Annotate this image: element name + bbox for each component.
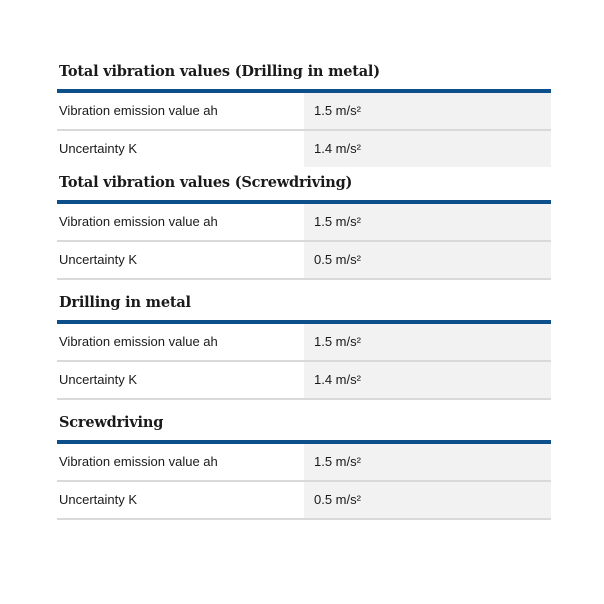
table-row — [57, 362, 551, 400]
table-row — [57, 204, 551, 242]
row-value: 1.4 m/s² — [304, 362, 551, 398]
table-row — [57, 93, 551, 131]
row-value: 1.5 m/s² — [304, 324, 551, 360]
table-row — [57, 131, 551, 167]
spec-section-drilling-total — [57, 62, 551, 167]
row-value: 1.4 m/s² — [304, 131, 551, 167]
table-row — [57, 482, 551, 520]
row-value: 0.5 m/s² — [304, 482, 551, 518]
row-label: Uncertainty K — [57, 362, 304, 398]
row-label: Uncertainty K — [57, 131, 304, 167]
section-title: Total vibration values (Drilling in metal) — [59, 63, 380, 80]
spec-section-screwdriving-total — [57, 173, 551, 280]
row-label: Vibration emission value ah — [57, 444, 304, 480]
table-row — [57, 324, 551, 362]
spec-section-screwdriving — [57, 413, 551, 520]
row-value: 1.5 m/s² — [304, 93, 551, 129]
row-label: Vibration emission value ah — [57, 204, 304, 240]
spec-section-drilling — [57, 293, 551, 400]
row-label: Vibration emission value ah — [57, 324, 304, 360]
row-value: 1.5 m/s² — [304, 204, 551, 240]
section-title: Drilling in metal — [59, 294, 191, 311]
table-row — [57, 444, 551, 482]
section-title: Screwdriving — [59, 414, 164, 431]
row-label: Uncertainty K — [57, 242, 304, 278]
row-value: 1.5 m/s² — [304, 444, 551, 480]
row-label: Uncertainty K — [57, 482, 304, 518]
row-value: 0.5 m/s² — [304, 242, 551, 278]
table-row — [57, 242, 551, 280]
row-label: Vibration emission value ah — [57, 93, 304, 129]
section-title: Total vibration values (Screwdriving) — [59, 174, 353, 191]
